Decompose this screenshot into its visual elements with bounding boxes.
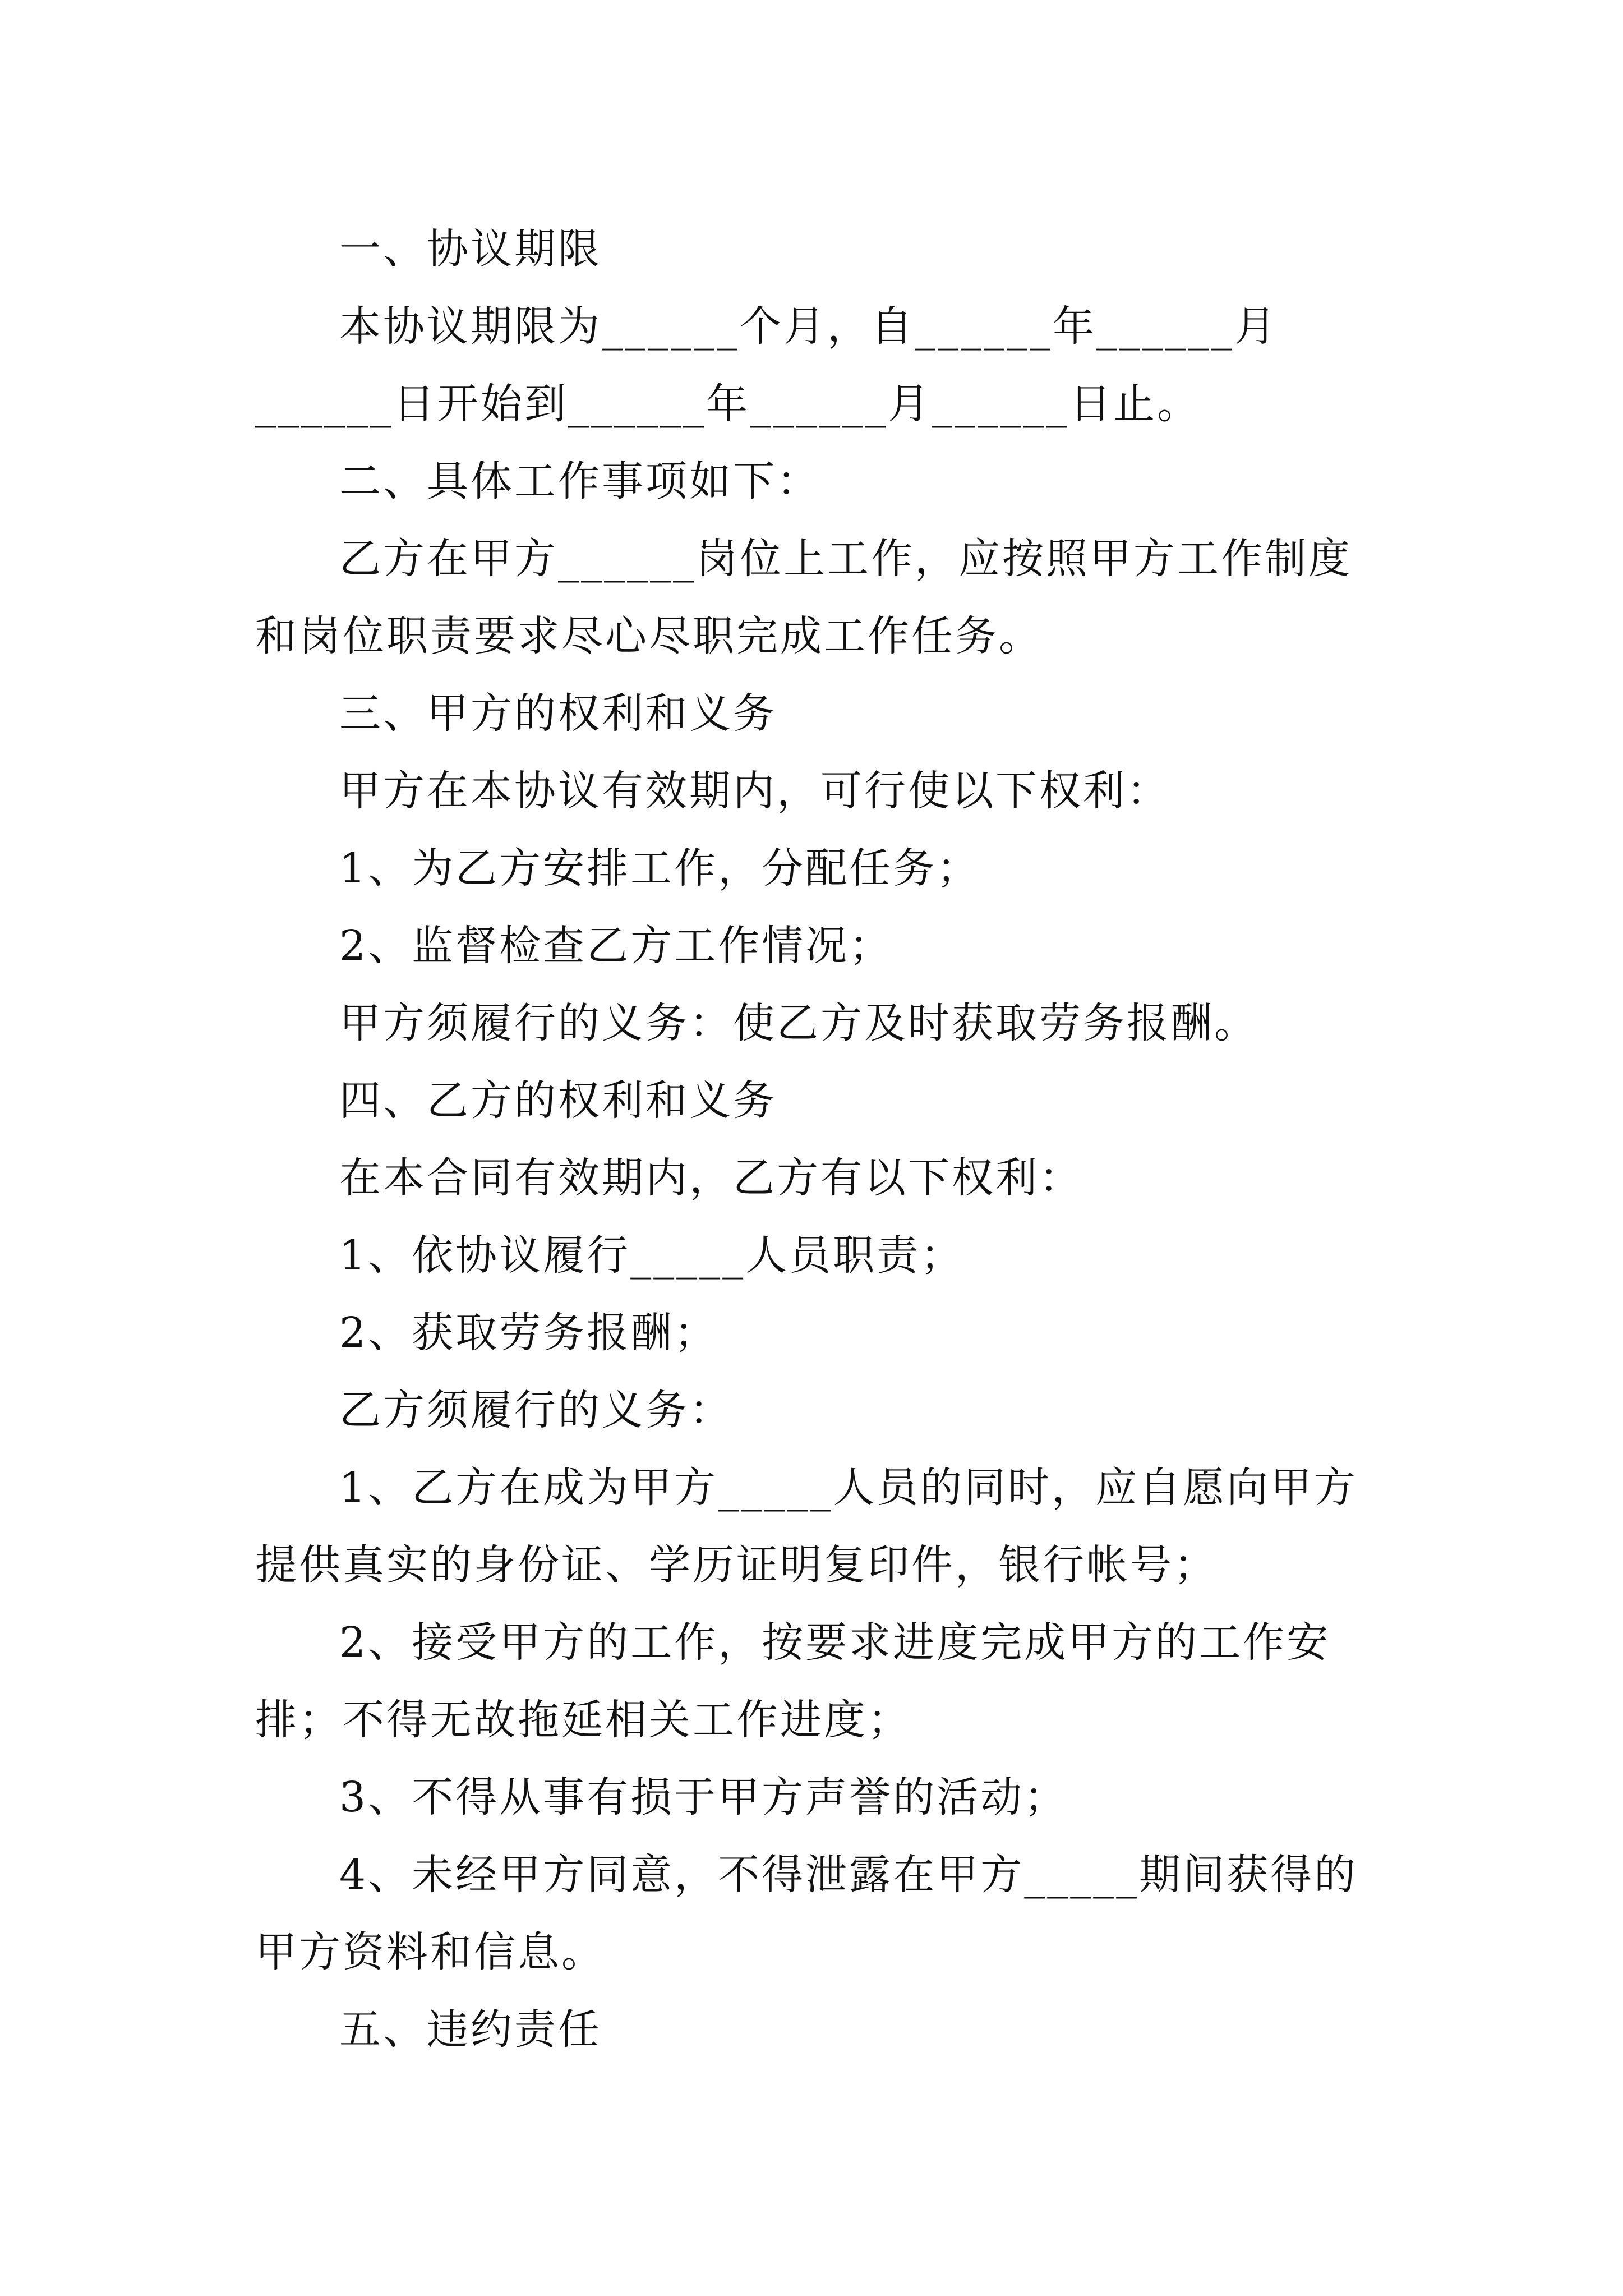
- paragraph-work-items: 乙方在甲方______岗位上工作，应按照甲方工作制度和岗位职责要求尽心尽职完成工作任务。: [255, 535, 1352, 660]
- paragraph-term: 本协议期限为______个月，自______年______月______日开始到______年______月______日止。: [255, 302, 1278, 428]
- paragraph-party-b-obligation-3: 3、不得从事有损于甲方声誉的活动；: [339, 1773, 1068, 1821]
- section-heading-party-a: 三、甲方的权利和义务: [339, 689, 777, 738]
- paragraph-party-a-right-1: 1、为乙方安排工作，分配任务；: [339, 844, 981, 892]
- paragraph-party-b-obligation-1: 1、乙方在成为甲方_____人员的同时，应自愿向甲方提供真实的身份证、学历证明复印件，银行帐号；: [255, 1464, 1358, 1589]
- paragraph-party-a-rights-intro: 甲方在本协议有效期内，可行使以下权利：: [339, 767, 1170, 815]
- paragraph-party-b-obligation-2: 2、接受甲方的工作，按要求进度完成甲方的工作安排；不得无故拖延相关工作进度；: [255, 1618, 1331, 1744]
- paragraph-party-b-obligation-4: 4、未经甲方同意，不得泄露在甲方_____期间获得的甲方资料和信息。: [255, 1851, 1358, 1976]
- paragraph-party-a-obligation: 甲方须履行的义务：使乙方及时获取劳务报酬。: [339, 999, 1258, 1047]
- paragraph-party-a-right-2: 2、监督检查乙方工作情况；: [339, 922, 893, 970]
- section-heading-party-b: 四、乙方的权利和义务: [339, 1076, 777, 1125]
- section-heading-work-items: 二、具体工作事项如下：: [339, 457, 820, 505]
- paragraph-party-b-right-1: 1、依协议履行_____人员职责；: [339, 1231, 965, 1280]
- paragraph-party-b-obligations-intro: 乙方须履行的义务：: [339, 1386, 733, 1434]
- paragraph-party-b-rights-intro: 在本合同有效期内，乙方有以下权利：: [339, 1154, 1083, 1202]
- section-heading-breach: 五、违约责任: [339, 2005, 602, 2054]
- section-heading-term: 一、协议期限: [339, 225, 602, 273]
- document-body: [255, 210, 1377, 2068]
- paragraph-party-b-right-2: 2、获取劳务报酬；: [339, 1309, 718, 1357]
